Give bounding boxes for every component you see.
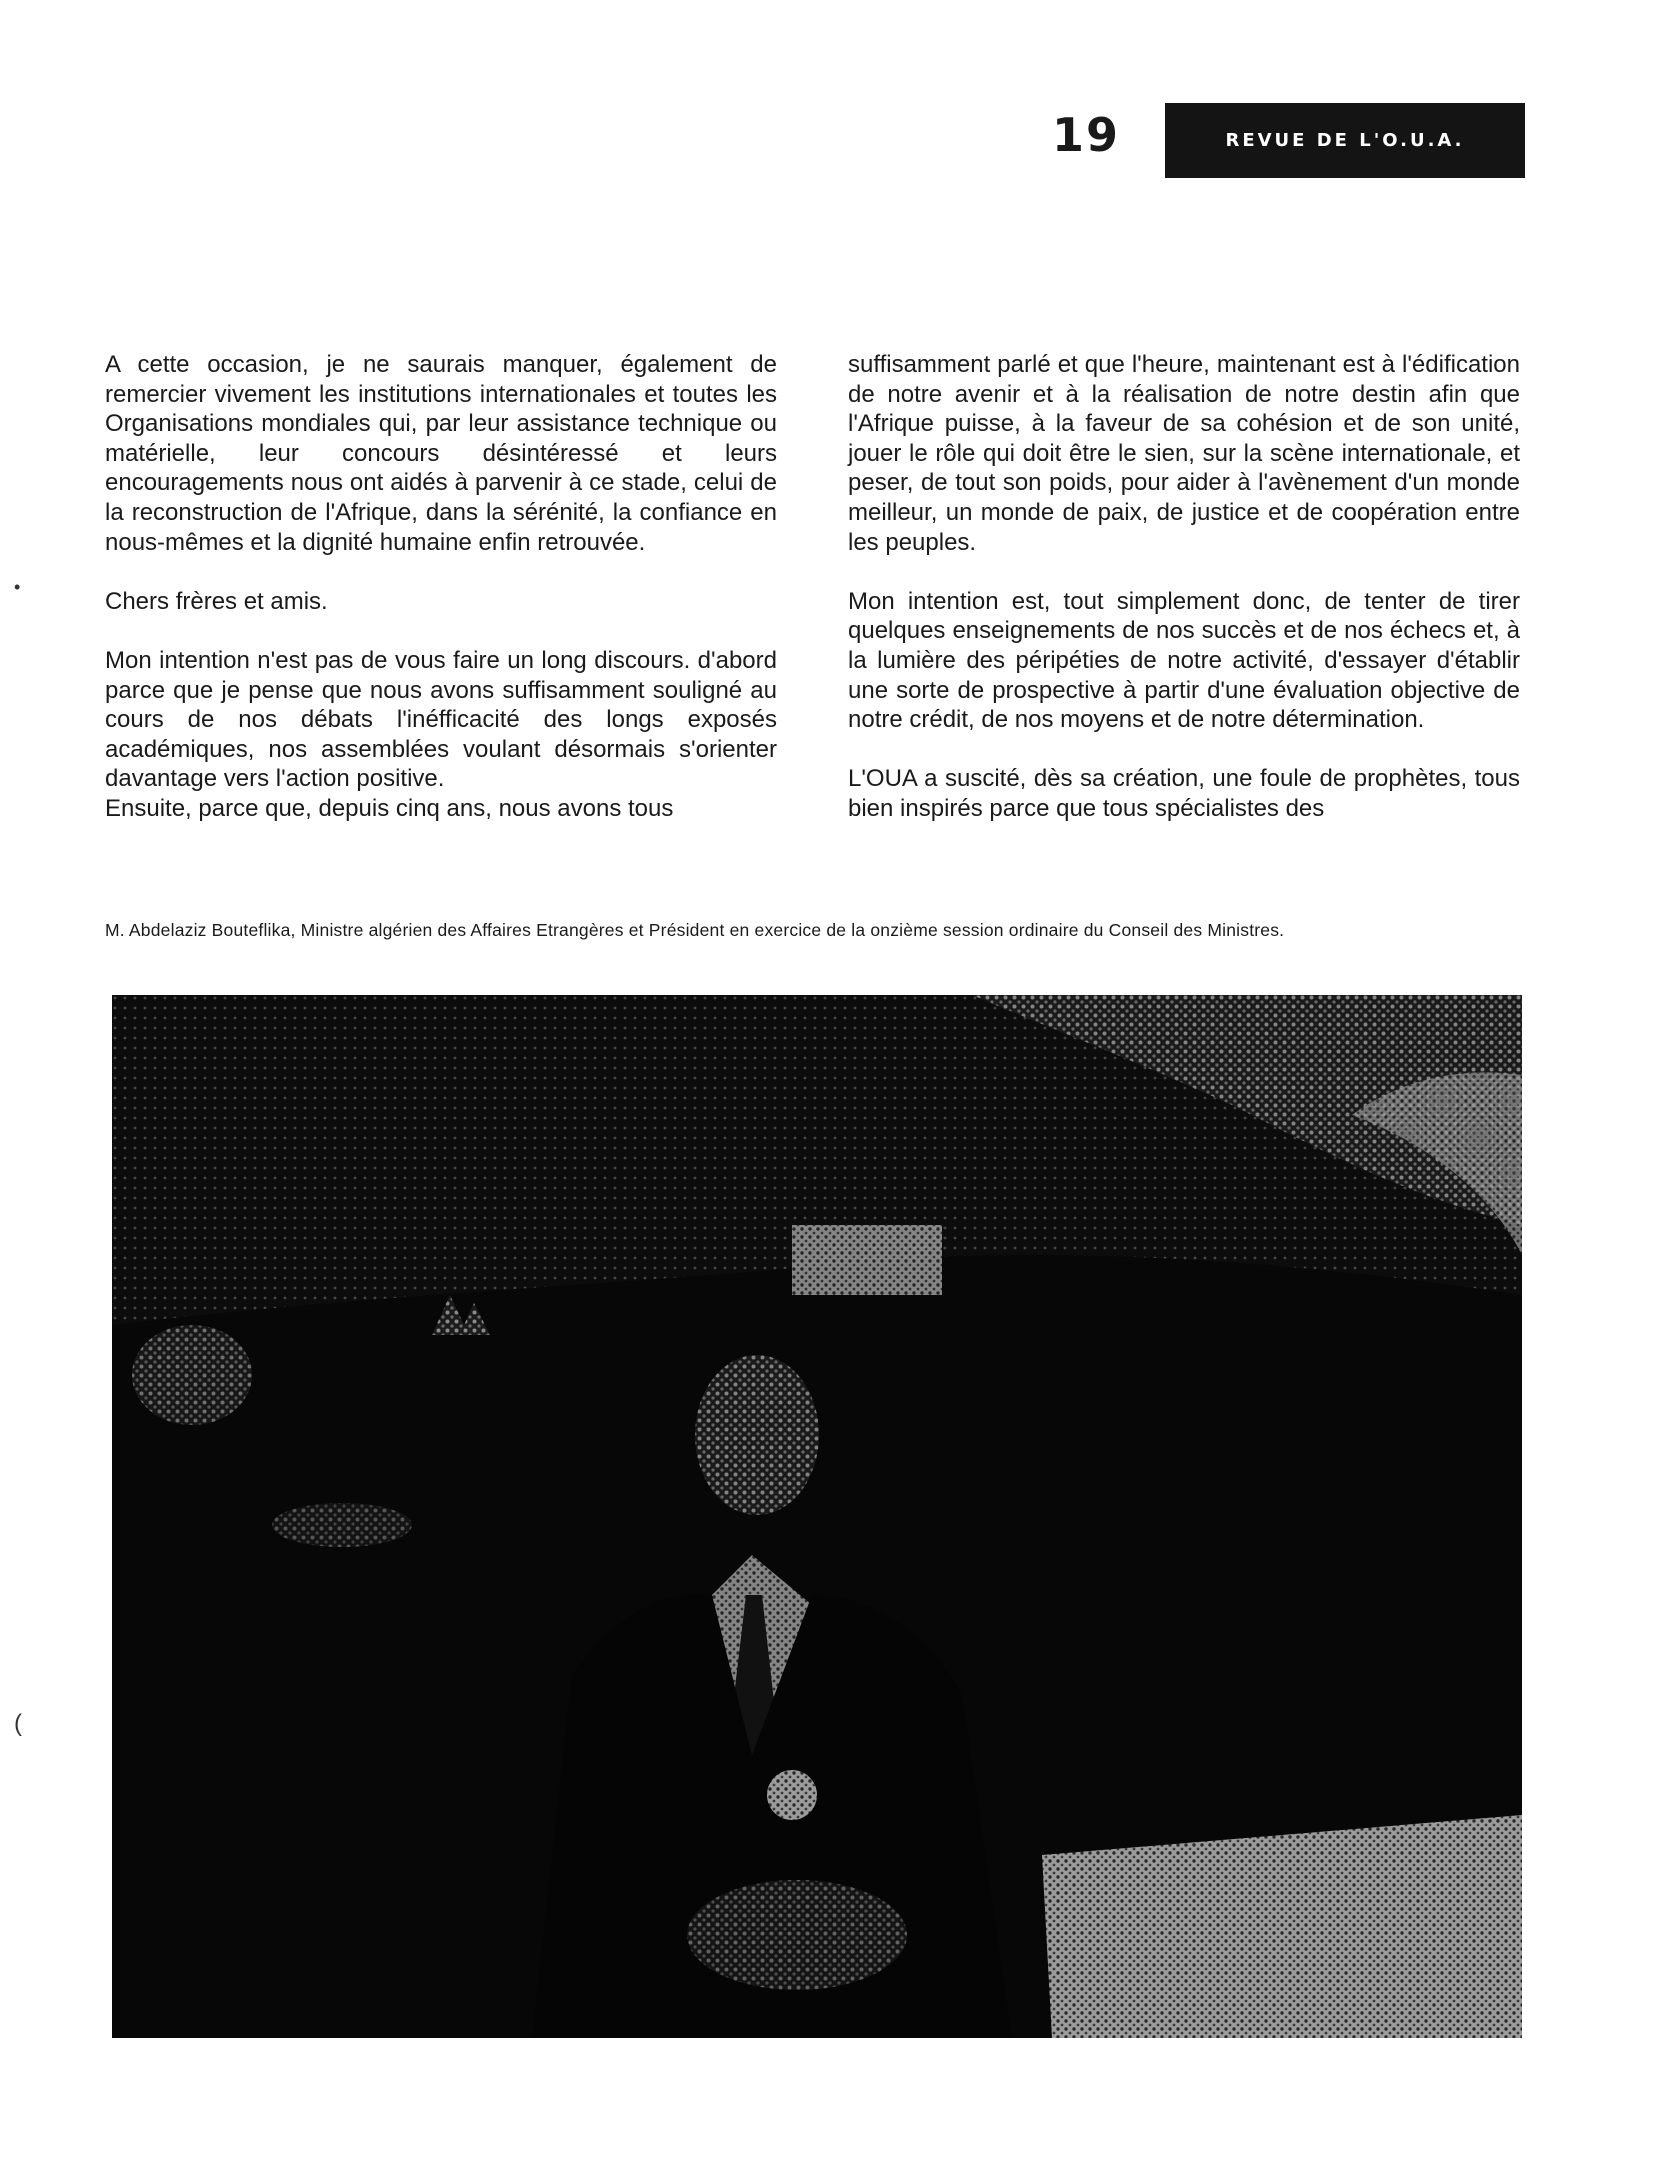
photo-lapel-badge bbox=[767, 1770, 817, 1820]
masthead bbox=[1165, 103, 1525, 178]
photo-graphic bbox=[112, 995, 1522, 2038]
left-paragraph-3: Mon intention n'est pas de vous faire un long discours. d'abord parce que je pense que nous avons suffisamment souligné au cours de nos débats l'inéfficacité des longs exposés académiques, nos assemblées voulant désormais s'orienter davantage vers l'action positive. bbox=[105, 646, 777, 793]
left-paragraph-4: Ensuite, parce que, depuis cinq ans, nous avons tous bbox=[105, 794, 674, 822]
portrait-photograph bbox=[112, 995, 1522, 2038]
right-paragraph-3: L'OUA a suscité, dès sa création, une foule de prophètes, tous bien inspirés parce que tous spécialistes des bbox=[848, 765, 1520, 822]
photo-subject-head bbox=[695, 1355, 819, 1515]
page-number: 19 bbox=[1052, 108, 1121, 162]
photo-left-hands bbox=[272, 1503, 412, 1547]
left-paragraph-2: Chers frères et amis. bbox=[105, 587, 328, 615]
right-paragraph-1: suffisamment parlé et que l'heure, maintenant est à l'édification de notre avenir et à la réalisation de notre destin afin que l'Afrique puisse, à la faveur de sa cohésion et de son unité, jouer le rôle qui doit être le sien, sur la scène internationale, et peser, de tout son poids, pour aider à l'avènement d'un monde meilleur, un monde de paix, de justice et de coopération entre les peuples. bbox=[848, 351, 1520, 556]
photo-left-figure bbox=[132, 1325, 252, 1425]
photo-caption: M. Abdelaziz Bouteflika, Ministre algérien des Affaires Etrangères et Président en exercice de la onzième session ordinaire du Conseil des Ministres. bbox=[105, 920, 1285, 940]
left-column bbox=[105, 350, 777, 824]
photo-background-panel bbox=[792, 1225, 942, 1295]
right-column bbox=[848, 350, 1520, 824]
photo-subject-hands bbox=[687, 1880, 907, 1990]
right-paragraph-2: Mon intention est, tout simplement donc, de tenter de tirer quelques enseignements de nos succès et de nos échecs et, à la lumière des péripéties de notre activité, d'essayer d'établir une sorte de prospective à partir d'une évaluation objective de notre crédit, de nos moyens et de notre détermination. bbox=[848, 587, 1520, 734]
left-paragraph-1: A cette occasion, je ne saurais manquer, également de remercier vivement les institutions internationales et toutes les Organisations mondiales qui, par leur assistance technique ou matérielle, leur concours désintéressé et leurs encouragements nous ont aidés à parvenir à ce stade, celui de la reconstruction de l'Afrique, dans la sérénité, la confiance en nous-mêmes et la dignité humaine enfin retrouvée. bbox=[105, 351, 777, 556]
scan-mark: • bbox=[14, 577, 21, 597]
scan-mark: ( bbox=[14, 1710, 22, 1737]
masthead-title: REVUE DE L'O.U.A. bbox=[1225, 130, 1465, 151]
